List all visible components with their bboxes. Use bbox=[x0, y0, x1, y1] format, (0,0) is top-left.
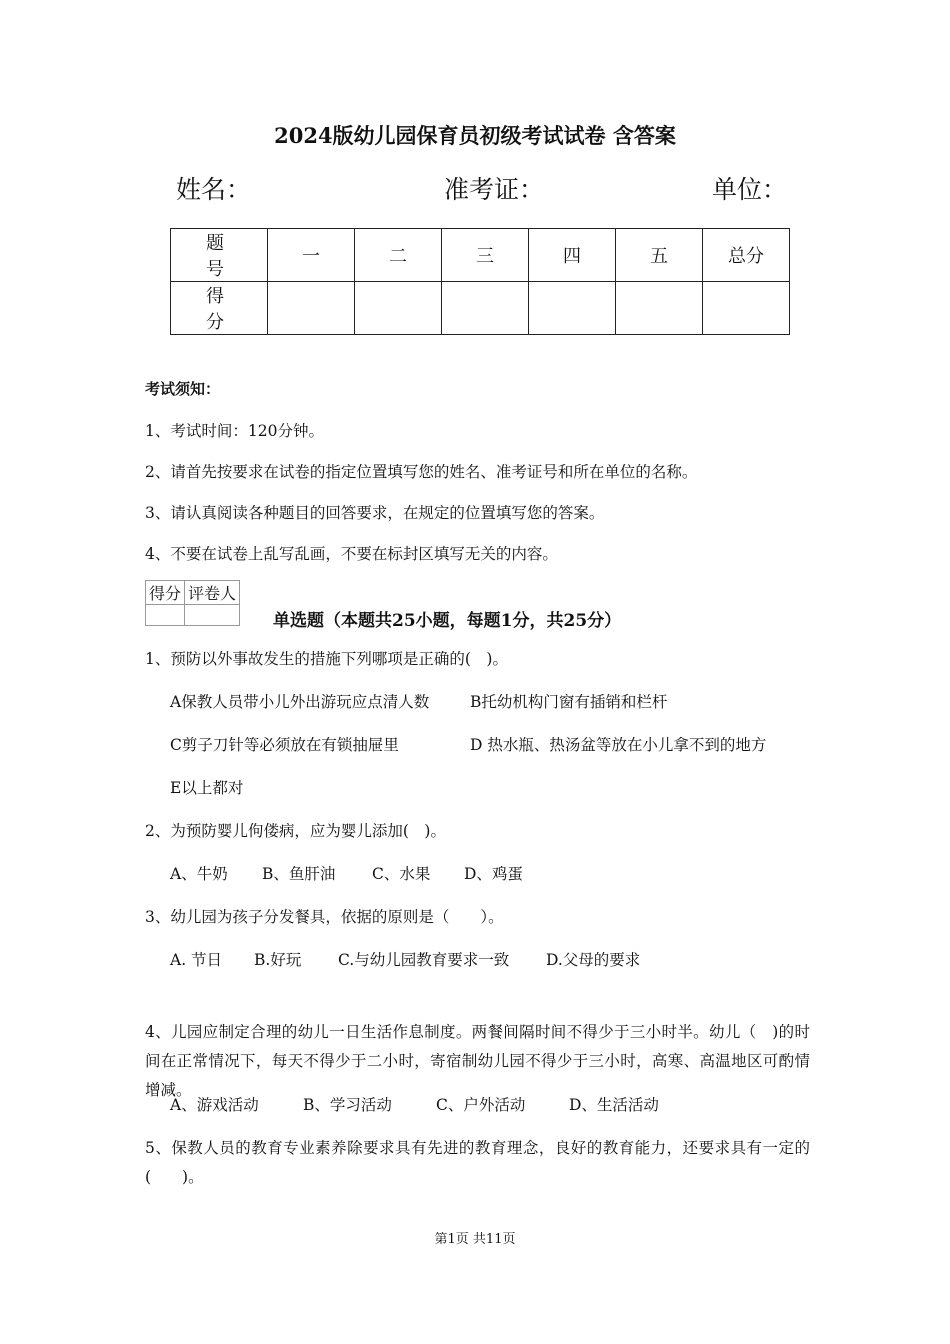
score-header-3: 三 bbox=[442, 229, 529, 282]
q4-option-b: B、学习活动 bbox=[303, 1096, 392, 1114]
q1-option-c: C剪子刀针等必须放在有锁抽屉里 bbox=[170, 736, 399, 754]
q2-option-d: D、鸡蛋 bbox=[464, 865, 523, 883]
name-field-label: 姓名： bbox=[176, 175, 252, 204]
q3-options bbox=[170, 946, 640, 975]
score-header-4: 四 bbox=[529, 229, 616, 282]
score-header-total: 总分 bbox=[703, 229, 790, 282]
grader-reviewer-label: 评卷人 bbox=[185, 581, 240, 605]
q3-option-c: C.与幼儿园教育要求一致 bbox=[338, 951, 510, 969]
score-table bbox=[170, 228, 790, 335]
q4-options bbox=[170, 1091, 659, 1120]
score-cell-3[interactable] bbox=[442, 282, 529, 335]
score-cell-total[interactable] bbox=[703, 282, 790, 335]
score-header-5: 五 bbox=[616, 229, 703, 282]
question-4: 4、儿园应制定合理的幼儿一日生活作息制度。两餐间隔时间不得少于三小时半。幼儿（ )的时间在正常情况下，每天不得少于二小时，寄宿制幼儿园不得少于三小时，高寒、高温地区可酌情增减。 bbox=[145, 1023, 810, 1099]
q2-option-a: A、牛奶 bbox=[170, 865, 228, 883]
q3-option-a: A. 节日 bbox=[170, 951, 223, 969]
question-5: 5、保教人员的教育专业素养除要求具有先进的教育理念，良好的教育能力，还要求具有一定的( )。 bbox=[145, 1139, 810, 1186]
note-item: 2、请首先按要求在试卷的指定位置填写您的姓名、准考证号和所在单位的名称。 bbox=[145, 463, 698, 481]
q1-option-e: E以上都对 bbox=[170, 779, 244, 797]
q2-options bbox=[170, 860, 523, 889]
exam-id-field-label: 准考证： bbox=[444, 175, 545, 204]
note-item: 1、考试时间：120分钟。 bbox=[145, 422, 324, 440]
grader-box bbox=[145, 580, 240, 626]
score-table-header-row bbox=[171, 229, 790, 282]
notes-title: 考试须知： bbox=[145, 380, 221, 398]
page-footer: 第1页 共11页 bbox=[434, 1232, 516, 1247]
grader-score-cell[interactable] bbox=[146, 605, 185, 626]
score-cell-5[interactable] bbox=[616, 282, 703, 335]
q4-option-a: A、游戏活动 bbox=[170, 1096, 259, 1114]
q4-option-d: D、生活活动 bbox=[569, 1096, 659, 1114]
q4-option-c: C、户外活动 bbox=[436, 1096, 526, 1114]
score-header-label: 题 号 bbox=[171, 229, 268, 282]
note-item: 3、请认真阅读各种题目的回答要求，在规定的位置填写您的答案。 bbox=[145, 504, 605, 522]
grader-score-label: 得分 bbox=[146, 581, 185, 605]
q3-option-d: D.父母的要求 bbox=[546, 951, 641, 969]
q2-option-b: B、鱼肝油 bbox=[262, 865, 336, 883]
section-title: 单选题（本题共25小题，每题1分，共25分） bbox=[273, 611, 622, 631]
score-table-score-row bbox=[171, 282, 790, 335]
q2-option-c: C、水果 bbox=[372, 865, 431, 883]
question-2: 2、为预防婴儿佝偻病，应为婴儿添加( )。 bbox=[145, 822, 446, 840]
score-header-2: 二 bbox=[355, 229, 442, 282]
page-title: 2024版幼儿园保育员初级考试试卷 含答案 bbox=[274, 123, 676, 148]
question-3: 3、幼儿园为孩子分发餐具，依据的原则是（ ）。 bbox=[145, 908, 504, 926]
score-row-label: 得 分 bbox=[171, 282, 268, 335]
q3-option-b: B.好玩 bbox=[254, 951, 302, 969]
question-1: 1、预防以外事故发生的措施下列哪项是正确的( )。 bbox=[145, 650, 508, 668]
q1-option-b: B托幼机构门窗有插销和栏杆 bbox=[470, 693, 668, 711]
q1-option-a: A保教人员带小儿外出游玩应点清人数 bbox=[170, 693, 430, 711]
unit-field-label: 单位： bbox=[712, 175, 788, 204]
grader-reviewer-cell[interactable] bbox=[185, 605, 240, 626]
score-cell-2[interactable] bbox=[355, 282, 442, 335]
q1-option-d: D 热水瓶、热汤盆等放在小儿拿不到的地方 bbox=[470, 736, 767, 754]
score-cell-4[interactable] bbox=[529, 282, 616, 335]
score-cell-1[interactable] bbox=[268, 282, 355, 335]
note-item: 4、不要在试卷上乱写乱画，不要在标封区填写无关的内容。 bbox=[145, 545, 558, 563]
score-header-1: 一 bbox=[268, 229, 355, 282]
